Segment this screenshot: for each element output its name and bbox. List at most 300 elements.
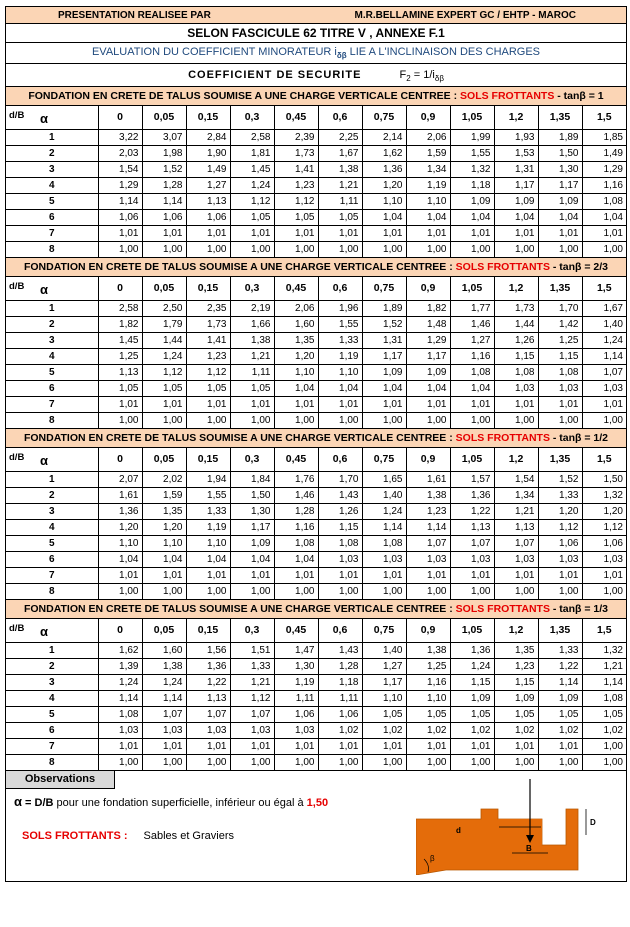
table-cell: 1,98 xyxy=(142,146,186,162)
soil-type-note: SOLS FROTTANTS : Sables et Graviers xyxy=(22,830,234,842)
table-cell: 1,01 xyxy=(582,397,626,413)
table-cell: 1,08 xyxy=(362,536,406,552)
table-cell: 1,05 xyxy=(142,381,186,397)
table-row xyxy=(6,242,626,258)
alpha-header: 0,45 xyxy=(274,106,318,130)
table-cell: 1,49 xyxy=(186,162,230,178)
table-cell: 2,02 xyxy=(142,472,186,488)
table-cell: 1,08 xyxy=(318,536,362,552)
table-cell: 1,09 xyxy=(230,536,274,552)
table-cell: 1,03 xyxy=(98,723,142,739)
table-cell: 3,22 xyxy=(98,130,142,146)
coefficient-table xyxy=(6,448,626,600)
alpha-header: 0 xyxy=(98,619,142,643)
table-cell: 1,11 xyxy=(318,194,362,210)
table-cell: 1,11 xyxy=(230,365,274,381)
alpha-header: 0,05 xyxy=(142,448,186,472)
row-db-label: 6 xyxy=(6,381,98,397)
table-cell: 1,29 xyxy=(582,162,626,178)
table-cell: 2,06 xyxy=(406,130,450,146)
table-cell: 1,13 xyxy=(186,194,230,210)
foundation-slope-diagram xyxy=(416,775,621,875)
table-cell: 1,59 xyxy=(142,488,186,504)
table-cell: 1,54 xyxy=(98,162,142,178)
table-cell: 1,06 xyxy=(98,210,142,226)
table-cell: 1,17 xyxy=(494,178,538,194)
table-cell: 1,22 xyxy=(186,675,230,691)
alpha-header: 1,5 xyxy=(582,277,626,301)
table-cell: 1,43 xyxy=(318,643,362,659)
table-cell: 1,01 xyxy=(230,397,274,413)
table-cell: 1,08 xyxy=(582,194,626,210)
alpha-header: 1,35 xyxy=(538,106,582,130)
row-db-label: 3 xyxy=(6,162,98,178)
coefficient-table xyxy=(6,106,626,258)
table-cell: 1,00 xyxy=(582,584,626,600)
table-cell: 1,04 xyxy=(142,552,186,568)
table-cell: 1,07 xyxy=(494,536,538,552)
section-band: FONDATION EN CRETE DE TALUS SOUMISE A UNE CHARGE VERTICALE CENTREE : SOLS FROTTANTS - tanβ = 1 xyxy=(6,87,626,106)
table-cell: 1,00 xyxy=(406,584,450,600)
alpha-header: 1,2 xyxy=(494,619,538,643)
table-cell: 1,07 xyxy=(186,707,230,723)
page-subtitle: EVALUATION DU COEFFICIENT MINORATEUR $i_{\delta\beta}$ LIE A L'INCLINAISON DES CHARGES xyxy=(6,43,626,64)
table-cell: 1,50 xyxy=(582,472,626,488)
table-cell: 1,67 xyxy=(318,146,362,162)
table-cell: 1,89 xyxy=(362,301,406,317)
table-cell: 1,00 xyxy=(98,413,142,429)
table-cell: 1,33 xyxy=(538,643,582,659)
table-cell: 1,07 xyxy=(450,536,494,552)
alpha-header: 1,05 xyxy=(450,448,494,472)
table-cell: 1,55 xyxy=(318,317,362,333)
table-cell: 1,19 xyxy=(186,520,230,536)
table-row xyxy=(6,584,626,600)
table-cell: 1,41 xyxy=(274,162,318,178)
table-cell: 1,34 xyxy=(494,488,538,504)
table-cell: 1,20 xyxy=(582,504,626,520)
table-cell: 1,01 xyxy=(318,568,362,584)
table-cell: 1,26 xyxy=(318,504,362,520)
alpha-header: 0 xyxy=(98,277,142,301)
table-cell: 1,21 xyxy=(494,504,538,520)
row-db-label: 6 xyxy=(6,210,98,226)
table-cell: 1,55 xyxy=(450,146,494,162)
table-cell: 1,03 xyxy=(230,723,274,739)
table-cell: 1,02 xyxy=(318,723,362,739)
table-cell: 1,02 xyxy=(406,723,450,739)
table-cell: 1,00 xyxy=(582,242,626,258)
row-db-label: 3 xyxy=(6,675,98,691)
alpha-header: 0,6 xyxy=(318,277,362,301)
table-cell: 1,01 xyxy=(186,397,230,413)
table-cell: 1,81 xyxy=(230,146,274,162)
alpha-header: 0,05 xyxy=(142,277,186,301)
table-cell: 1,10 xyxy=(406,691,450,707)
table-cell: 1,03 xyxy=(582,381,626,397)
table-cell: 1,52 xyxy=(538,472,582,488)
row-db-label: 8 xyxy=(6,755,98,771)
table-row xyxy=(6,178,626,194)
table-cell: 1,12 xyxy=(230,691,274,707)
table-cell: 2,25 xyxy=(318,130,362,146)
row-db-label: 8 xyxy=(6,242,98,258)
table-cell: 1,01 xyxy=(494,568,538,584)
table-cell: 1,00 xyxy=(362,242,406,258)
row-db-label: 3 xyxy=(6,504,98,520)
row-db-label: 5 xyxy=(6,365,98,381)
page-title: SELON FASCICULE 62 TITRE V , ANNEXE F.1 xyxy=(6,24,626,43)
alpha-header: 0,9 xyxy=(406,619,450,643)
row-db-label: 8 xyxy=(6,413,98,429)
table-cell: 1,06 xyxy=(582,536,626,552)
table-cell: 1,15 xyxy=(494,349,538,365)
table-cell: 1,00 xyxy=(538,242,582,258)
table-cell: 1,10 xyxy=(186,536,230,552)
table-row xyxy=(6,755,626,771)
table-cell: 1,45 xyxy=(98,333,142,349)
table-cell: 1,23 xyxy=(186,349,230,365)
table-cell: 1,00 xyxy=(98,584,142,600)
table-cell: 1,01 xyxy=(318,739,362,755)
table-cell: 1,16 xyxy=(406,675,450,691)
table-cell: 1,24 xyxy=(142,349,186,365)
table-cell: 1,04 xyxy=(406,210,450,226)
alpha-header: 0 xyxy=(98,106,142,130)
table-cell: 1,73 xyxy=(494,301,538,317)
table-cell: 1,20 xyxy=(362,178,406,194)
table-cell: 1,01 xyxy=(450,739,494,755)
table-cell: 1,04 xyxy=(494,210,538,226)
table-cell: 1,40 xyxy=(362,643,406,659)
row-db-label: 4 xyxy=(6,691,98,707)
table-cell: 1,02 xyxy=(494,723,538,739)
table-row xyxy=(6,552,626,568)
table-cell: 1,77 xyxy=(450,301,494,317)
table-cell: 2,35 xyxy=(186,301,230,317)
alpha-header: 0,05 xyxy=(142,619,186,643)
document-sheet xyxy=(5,6,627,882)
row-db-label: 5 xyxy=(6,707,98,723)
table-cell: 1,00 xyxy=(406,242,450,258)
alpha-header: 1,2 xyxy=(494,277,538,301)
alpha-header: 0,15 xyxy=(186,277,230,301)
table-cell: 1,36 xyxy=(450,488,494,504)
table-cell: 1,00 xyxy=(494,584,538,600)
table-cell: 1,03 xyxy=(186,723,230,739)
table-cell: 1,30 xyxy=(538,162,582,178)
table-corner: d/B α xyxy=(6,277,98,301)
table-cell: 1,94 xyxy=(186,472,230,488)
table-cell: 1,01 xyxy=(98,226,142,242)
table-cell: 1,62 xyxy=(98,643,142,659)
table-cell: 1,09 xyxy=(538,691,582,707)
table-cell: 1,01 xyxy=(142,568,186,584)
table-cell: 1,10 xyxy=(362,691,406,707)
table-cell: 1,13 xyxy=(494,520,538,536)
table-cell: 1,05 xyxy=(582,707,626,723)
table-row xyxy=(6,707,626,723)
table-cell: 1,15 xyxy=(538,349,582,365)
row-db-label: 6 xyxy=(6,552,98,568)
table-cell: 1,04 xyxy=(362,381,406,397)
table-cell: 1,14 xyxy=(538,675,582,691)
row-db-label: 4 xyxy=(6,349,98,365)
table-cell: 1,00 xyxy=(142,584,186,600)
table-cell: 1,01 xyxy=(406,568,450,584)
table-cell: 1,07 xyxy=(582,365,626,381)
table-cell: 1,18 xyxy=(450,178,494,194)
table-cell: 1,00 xyxy=(406,755,450,771)
table-cell: 1,00 xyxy=(450,242,494,258)
table-cell: 1,00 xyxy=(274,242,318,258)
table-cell: 1,04 xyxy=(186,552,230,568)
table-cell: 2,58 xyxy=(230,130,274,146)
table-cell: 1,20 xyxy=(142,520,186,536)
table-cell: 1,16 xyxy=(274,520,318,536)
row-db-label: 7 xyxy=(6,226,98,242)
table-row xyxy=(6,488,626,504)
alpha-header: 0,75 xyxy=(362,106,406,130)
table-cell: 1,21 xyxy=(582,659,626,675)
table-cell: 1,61 xyxy=(98,488,142,504)
table-cell: 1,00 xyxy=(274,413,318,429)
table-cell: 1,00 xyxy=(450,755,494,771)
table-cell: 1,05 xyxy=(494,707,538,723)
table-cell: 1,35 xyxy=(274,333,318,349)
table-cell: 1,01 xyxy=(406,739,450,755)
alpha-header: 0,9 xyxy=(406,277,450,301)
table-row xyxy=(6,210,626,226)
table-cell: 1,04 xyxy=(230,552,274,568)
table-cell: 1,17 xyxy=(230,520,274,536)
table-cell: 1,00 xyxy=(538,755,582,771)
table-cell: 1,33 xyxy=(538,488,582,504)
table-row xyxy=(6,130,626,146)
table-row xyxy=(6,691,626,707)
section-band: FONDATION EN CRETE DE TALUS SOUMISE A UNE CHARGE VERTICALE CENTREE : SOLS FROTTANTS - tanβ = 1/2 xyxy=(6,429,626,448)
table-cell: 1,11 xyxy=(274,691,318,707)
table-cell: 1,48 xyxy=(406,317,450,333)
table-cell: 1,05 xyxy=(230,210,274,226)
table-cell: 1,08 xyxy=(98,707,142,723)
table-cell: 1,38 xyxy=(406,643,450,659)
table-cell: 1,01 xyxy=(186,226,230,242)
table-cell: 1,01 xyxy=(494,397,538,413)
table-cell: 1,09 xyxy=(494,691,538,707)
table-cell: 1,33 xyxy=(186,504,230,520)
table-cell: 2,06 xyxy=(274,301,318,317)
table-cell: 1,03 xyxy=(494,552,538,568)
table-cell: 1,00 xyxy=(362,755,406,771)
table-cell: 1,00 xyxy=(142,413,186,429)
table-cell: 1,05 xyxy=(274,210,318,226)
table-cell: 1,10 xyxy=(318,365,362,381)
table-cell: 1,08 xyxy=(450,365,494,381)
table-row xyxy=(6,520,626,536)
table-cell: 1,09 xyxy=(538,194,582,210)
alpha-header: 0,75 xyxy=(362,619,406,643)
table-cell: 1,00 xyxy=(318,413,362,429)
alpha-header: 0,45 xyxy=(274,619,318,643)
table-cell: 1,06 xyxy=(318,707,362,723)
table-cell: 1,01 xyxy=(186,739,230,755)
table-cell: 1,34 xyxy=(406,162,450,178)
table-cell: 1,02 xyxy=(450,723,494,739)
table-cell: 1,00 xyxy=(142,242,186,258)
table-cell: 1,15 xyxy=(318,520,362,536)
table-row xyxy=(6,226,626,242)
table-cell: 1,84 xyxy=(230,472,274,488)
table-cell: 1,01 xyxy=(494,739,538,755)
table-cell: 1,70 xyxy=(318,472,362,488)
alpha-header: 1,35 xyxy=(538,448,582,472)
row-db-label: 2 xyxy=(6,146,98,162)
table-cell: 1,20 xyxy=(538,504,582,520)
alpha-header: 0,75 xyxy=(362,448,406,472)
table-cell: 1,36 xyxy=(186,659,230,675)
table-cell: 1,59 xyxy=(406,146,450,162)
table-cell: 1,05 xyxy=(450,707,494,723)
table-cell: 1,29 xyxy=(406,333,450,349)
alpha-header: 1,05 xyxy=(450,106,494,130)
table-cell: 1,27 xyxy=(362,659,406,675)
table-cell: 1,09 xyxy=(450,691,494,707)
table-cell: 1,05 xyxy=(538,707,582,723)
row-db-label: 2 xyxy=(6,488,98,504)
row-db-label: 4 xyxy=(6,178,98,194)
table-cell: 1,16 xyxy=(450,349,494,365)
table-cell: 1,24 xyxy=(450,659,494,675)
table-cell: 2,07 xyxy=(98,472,142,488)
table-cell: 1,04 xyxy=(582,210,626,226)
table-cell: 1,01 xyxy=(362,226,406,242)
table-cell: 1,24 xyxy=(362,504,406,520)
table-cell: 1,57 xyxy=(450,472,494,488)
table-cell: 1,08 xyxy=(538,365,582,381)
label-b: B xyxy=(526,844,532,853)
table-cell: 1,06 xyxy=(186,210,230,226)
table-cell: 1,18 xyxy=(318,675,362,691)
alpha-header: 0,6 xyxy=(318,619,362,643)
table-cell: 1,00 xyxy=(450,413,494,429)
table-cell: 1,45 xyxy=(230,162,274,178)
table-cell: 1,66 xyxy=(230,317,274,333)
table-cell: 1,40 xyxy=(582,317,626,333)
table-cell: 1,02 xyxy=(538,723,582,739)
table-cell: 1,01 xyxy=(186,568,230,584)
table-cell: 1,53 xyxy=(494,146,538,162)
table-cell: 1,07 xyxy=(142,707,186,723)
table-cell: 1,00 xyxy=(186,755,230,771)
table-cell: 1,41 xyxy=(186,333,230,349)
row-db-label: 1 xyxy=(6,472,98,488)
table-cell: 1,79 xyxy=(142,317,186,333)
table-cell: 1,04 xyxy=(274,552,318,568)
alpha-header: 0,6 xyxy=(318,106,362,130)
row-db-label: 7 xyxy=(6,568,98,584)
table-cell: 1,03 xyxy=(450,552,494,568)
table-cell: 1,27 xyxy=(186,178,230,194)
table-cell: 1,14 xyxy=(98,691,142,707)
table-row xyxy=(6,643,626,659)
table-cell: 1,61 xyxy=(406,472,450,488)
table-row xyxy=(6,194,626,210)
table-cell: 1,01 xyxy=(494,226,538,242)
table-cell: 1,22 xyxy=(538,659,582,675)
table-cell: 1,03 xyxy=(582,552,626,568)
table-cell: 1,00 xyxy=(98,242,142,258)
table-cell: 1,01 xyxy=(362,568,406,584)
table-cell: 1,14 xyxy=(142,194,186,210)
table-cell: 1,17 xyxy=(362,349,406,365)
table-cell: 1,04 xyxy=(538,210,582,226)
alpha-header: 1,2 xyxy=(494,106,538,130)
table-cell: 1,00 xyxy=(230,413,274,429)
row-db-label: 1 xyxy=(6,301,98,317)
table-cell: 1,32 xyxy=(450,162,494,178)
table-row xyxy=(6,739,626,755)
row-db-label: 1 xyxy=(6,643,98,659)
table-cell: 2,50 xyxy=(142,301,186,317)
table-cell: 1,19 xyxy=(318,349,362,365)
row-db-label: 6 xyxy=(6,723,98,739)
alpha-definition: α = D/B pour une fondation superficielle, inférieur ou égal à 1,50 xyxy=(14,794,329,809)
table-cell: 1,09 xyxy=(406,365,450,381)
table-cell: 1,14 xyxy=(406,520,450,536)
table-cell: 1,01 xyxy=(274,739,318,755)
table-cell: 1,00 xyxy=(186,242,230,258)
table-cell: 1,01 xyxy=(538,226,582,242)
alpha-header: 0,45 xyxy=(274,448,318,472)
table-row xyxy=(6,675,626,691)
table-cell: 1,06 xyxy=(142,210,186,226)
table-cell: 1,01 xyxy=(142,397,186,413)
table-cell: 1,14 xyxy=(582,675,626,691)
table-cell: 1,05 xyxy=(186,381,230,397)
table-cell: 1,99 xyxy=(450,130,494,146)
table-cell: 1,01 xyxy=(142,739,186,755)
table-cell: 1,23 xyxy=(274,178,318,194)
row-db-label: 1 xyxy=(6,130,98,146)
table-cell: 1,43 xyxy=(318,488,362,504)
table-cell: 1,33 xyxy=(230,659,274,675)
table-cell: 1,65 xyxy=(362,472,406,488)
table-cell: 1,31 xyxy=(362,333,406,349)
table-cell: 1,01 xyxy=(318,226,362,242)
table-cell: 1,06 xyxy=(274,707,318,723)
table-cell: 1,01 xyxy=(230,739,274,755)
table-cell: 1,00 xyxy=(406,413,450,429)
alpha-header: 1,05 xyxy=(450,619,494,643)
row-db-label: 7 xyxy=(6,397,98,413)
table-cell: 1,21 xyxy=(318,178,362,194)
alpha-header: 0,15 xyxy=(186,619,230,643)
table-cell: 1,00 xyxy=(494,242,538,258)
alpha-header: 0,45 xyxy=(274,277,318,301)
table-cell: 1,01 xyxy=(406,397,450,413)
table-cell: 1,25 xyxy=(98,349,142,365)
table-cell: 1,28 xyxy=(142,178,186,194)
safety-coefficient-line xyxy=(6,64,626,87)
table-cell: 1,11 xyxy=(318,691,362,707)
table-cell: 1,26 xyxy=(494,333,538,349)
table-cell: 1,07 xyxy=(230,707,274,723)
table-cell: 1,00 xyxy=(318,584,362,600)
table-cell: 1,00 xyxy=(362,584,406,600)
table-cell: 2,58 xyxy=(98,301,142,317)
table-cell: 1,05 xyxy=(230,381,274,397)
